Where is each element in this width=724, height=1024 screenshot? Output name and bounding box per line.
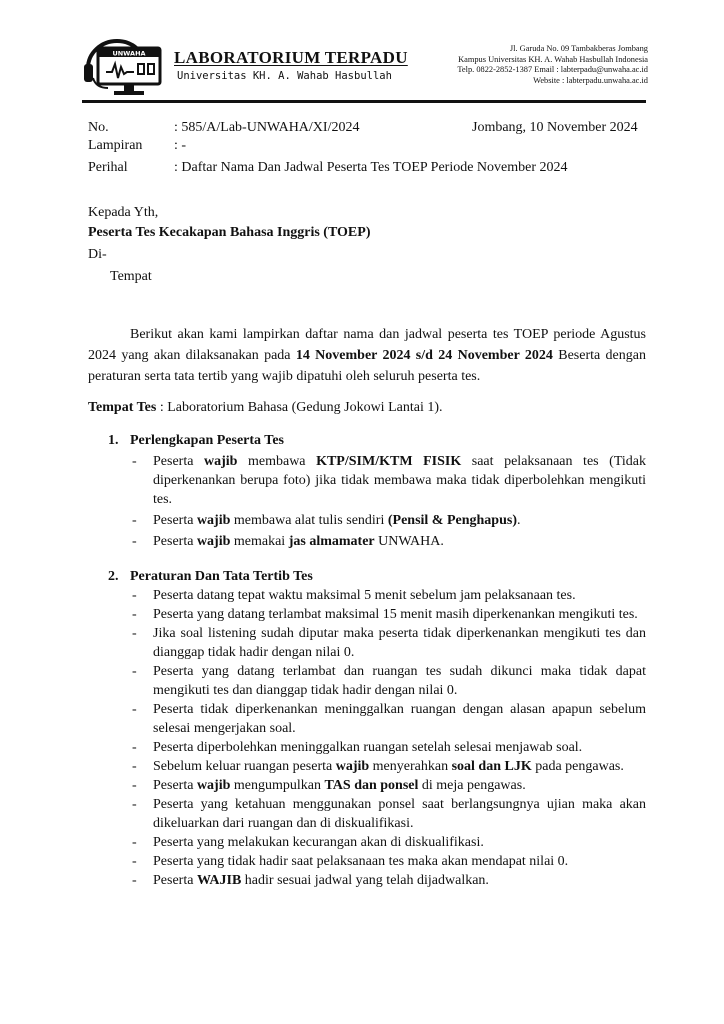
venue-value: : Laboratorium Bahasa (Gedung Jokowi Lantai 1). xyxy=(156,400,443,415)
list-item: - Peserta diperbolehkan meninggalkan ruangan setelah selesai menjawab soal. xyxy=(130,738,646,757)
tempat-label: Tempat xyxy=(110,269,152,284)
list-item: - Peserta yang ketahuan menggunakan ponsel saat berlangsungnya ujian maka akan dikeluarkan dari ruangan dan di diskualifikasi. xyxy=(130,795,646,833)
subject-value: : Daftar Nama Dan Jadwal Peserta Tes TOEP Periode November 2024 xyxy=(174,160,568,175)
list-item: - Sebelum keluar ruangan peserta wajib menyerahkan soal dan LJK pada pengawas. xyxy=(130,757,646,776)
lab-logo-icon xyxy=(82,34,164,98)
list-item: - Peserta datang tepat waktu maksimal 5 menit sebelum jam pelaksanaan tes. xyxy=(130,586,646,605)
place-date: Jombang, 10 November 2024 xyxy=(472,120,638,135)
section-1-title-text: Perlengkapan Peserta Tes xyxy=(130,433,284,448)
list-item: - Peserta yang datang terlambat maksimal 15 menit masih diperkenankan mengikuti tes. xyxy=(130,605,646,624)
intro-paragraph xyxy=(88,324,646,387)
number-label: No. xyxy=(88,120,109,135)
section-2-title xyxy=(108,569,313,585)
venue-label: Tempat Tes xyxy=(88,400,157,415)
section-1-list xyxy=(130,452,646,551)
salutation: Kepada Yth, xyxy=(88,205,159,220)
number-value: : 585/A/Lab-UNWAHA/XI/2024 xyxy=(174,120,360,135)
svg-text:UNWAHA: UNWAHA xyxy=(112,49,146,58)
venue-line xyxy=(88,400,443,416)
recipient: Peserta Tes Kecakapan Bahasa Inggris (TOEP) xyxy=(88,225,371,240)
list-item: - Jika soal listening sudah diputar maka peserta tidak diperkenankan mengikuti tes dan dianggap tidak hadir dengan nilai 0. xyxy=(130,624,646,662)
section-1-number: 1. xyxy=(108,433,119,448)
di-label: Di- xyxy=(88,247,107,262)
list-item: - Peserta yang datang terlambat dan ruangan tes sudah dikunci maka tidak dapat mengikuti tes dan dianggap tidak hadir dengan nilai 0. xyxy=(130,662,646,700)
intro-date-range: 14 November 2024 s/d 24 November 2024 xyxy=(295,348,553,363)
list-item: - Peserta tidak diperkenankan meninggalkan ruangan dengan alasan apapun sebelum selesai mengerjakan soal. xyxy=(130,700,646,738)
attachment-label: Lampiran xyxy=(88,138,143,153)
section-2-number: 2. xyxy=(108,569,119,584)
contact-block xyxy=(457,44,648,86)
subject-label: Perihal xyxy=(88,160,128,175)
contact-campus: Kampus Universitas KH. A. Wahab Hasbullah Indonesia xyxy=(458,54,648,64)
org-name: LABORATORIUM TERPADU xyxy=(174,48,408,67)
letterhead xyxy=(82,28,648,106)
list-item: - Peserta wajib memakai jas almamater UNWAHA. xyxy=(130,532,646,551)
letterhead-divider xyxy=(82,100,646,103)
intro-text-2: Beserta dengan peraturan serta tata tertib yang wajib dipatuhi oleh seluruh peserta tes. xyxy=(88,348,646,384)
org-subtitle: Universitas KH. A. Wahab Hasbullah xyxy=(177,70,392,82)
attachment-value: : - xyxy=(174,138,187,153)
list-item: - Peserta wajib mengumpulkan TAS dan ponsel di meja pengawas. xyxy=(130,776,646,795)
list-item: - Peserta wajib membawa KTP/SIM/KTM FISIK saat pelaksanaan tes (Tidak diperkenankan berupa foto) jika tidak membawa maka tidak diperbolehkan mengikuti tes. xyxy=(130,452,646,509)
list-item: - Peserta wajib membawa alat tulis sendiri (Pensil & Penghapus). xyxy=(130,511,646,530)
section-2-title-text: Peraturan Dan Tata Tertib Tes xyxy=(130,569,313,584)
section-1-title xyxy=(108,433,284,449)
list-item: - Peserta WAJIB hadir sesuai jadwal yang telah dijadwalkan. xyxy=(130,871,646,890)
contact-phone-email: Telp. 0822-2852-1387 Email : labterpadu@unwaha.ac.id xyxy=(457,65,648,75)
contact-address: Jl. Garuda No. 09 Tambakberas Jombang xyxy=(509,44,648,53)
list-item: - Peserta yang melakukan kecurangan akan di diskualifikasi. xyxy=(130,833,646,852)
list-item: - Peserta yang tidak hadir saat pelaksanaan tes maka akan mendapat nilai 0. xyxy=(130,852,646,871)
contact-website: Website : labterpadu.unwaha.ac.id xyxy=(533,75,648,85)
intro-text-1: Berikut akan kami lampirkan daftar nama dan jadwal peserta tes TOEP periode Agustus 2024 yang akan dilaksanakan pada xyxy=(88,327,646,363)
section-2-list xyxy=(130,586,646,890)
